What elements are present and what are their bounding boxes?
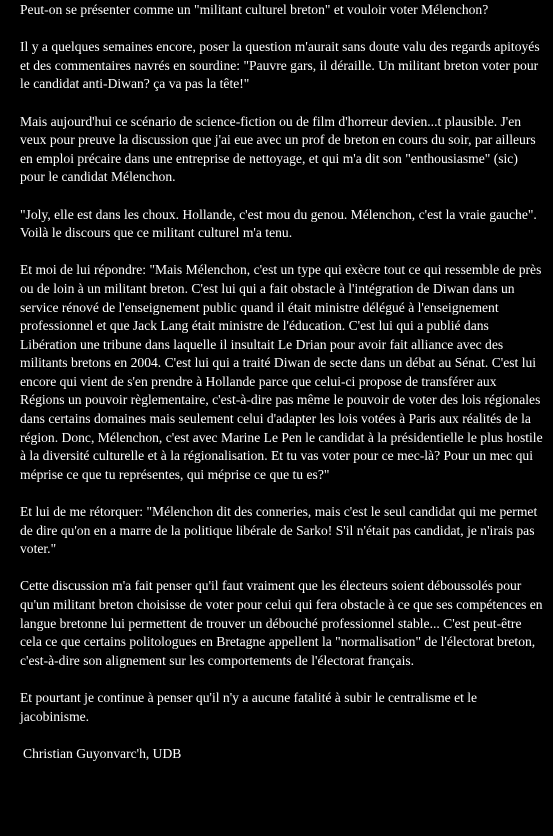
paragraph-conclusion: Et pourtant je continue à penser qu'il n'y a aucune fatalité à subir le centralisme et le jacobinisme. — [20, 689, 478, 724]
paragraph-reply: Et moi de lui répondre: "Mais Mélenchon, c'est un type qui exècre tout ce qui ressemble de près ou de loin à un militant breton. C'est lui qui a fait obstacle à l'intégration de Diwan dans un service rénové de l'enseignement public quand il était ministre délégué à l'enseignement professionnel et que Jack Lang était ministre de l'éducation. C'est lui qui a publié dans Libération une tribune dans laquelle il insultait Le Drian pour avoir fait alliance avec des militants bretons en 2004. C'est lui qui a traité Diwan de secte dans un débat au Sénat. C'est lui encore qui vient de s'en prendre à Hollande parce que celui-ci propose de transférer aux Régions un pouvoir règlementaire, c'est-à-dire pas même le pouvoir de voter des lois régionales dans certains domaines mais seulement celui d'adapter les lois votées à Paris aux réalités de la région. Donc, Mélenchon, c'est avec Marine Le Pen le candidat à la présidentielle le plus hostile à la diversité culturelle et à la régionalisation. Et tu vas voter pour ce mec-là? Pour un mec qui méprise ce que tu représentes, qui méprise ce que tu es?" — [20, 262, 543, 482]
article-title-question: Peut-on se présenter comme un "militant culturel breton" et vouloir voter Mélenchon? — [20, 2, 489, 17]
paragraph-retort: Et lui de me rétorquer: "Mélenchon dit des conneries, mais c'est le seul candidat qui me permet de dire qu'on en a marre de la politique libérale de Sarko! S'il n'était pas candidat, je n'irais pas voter." — [20, 504, 538, 557]
paragraph-scenario: Mais aujourd'hui ce scénario de science-fiction ou de film d'horreur devien...t plausible. J'en veux pour preuve la discussion que j'ai eue avec un prof de breton en cours du soir, par ailleurs en emploi précaire dans une entreprise de nettoyage, et qui m'a dit son "enthousiasme" (sic) pour le candidat Mélenchon. — [20, 113, 536, 185]
paragraph-reflection: Cette discussion m'a fait penser qu'il faut vraiment que les électeurs soient déboussolés pour qu'un militant breton choisisse de voter pour celui qui fera obstacle à ce que ses compétences en langue bretonne lui permettent de trouver un débouché professionnel stable... C'est peut-être cela ce que certains politologues en Bretagne appellent la "normalisation" de l'électorat breton, c'est-à-dire son alignement sur les comportements de l'électorat français. — [20, 578, 543, 668]
paragraph-quote: "Joly, elle est dans les choux. Hollande, c'est mou du genou. Mélenchon, c'est la vraie gauche". Voilà le discours que ce militant culturel m'a tenu. — [20, 206, 537, 241]
author-signature: Christian Guyonvarc'h, UDB — [23, 745, 182, 761]
paragraph-intro: Il y a quelques semaines encore, poser la question m'aurait sans doute valu des regards apitoyés et des commentaires navrés en sourdine: "Pauvre gars, il déraille. Un militant breton voter pour le candidat anti-Diwan? ça va pas la tête!" — [20, 39, 540, 92]
